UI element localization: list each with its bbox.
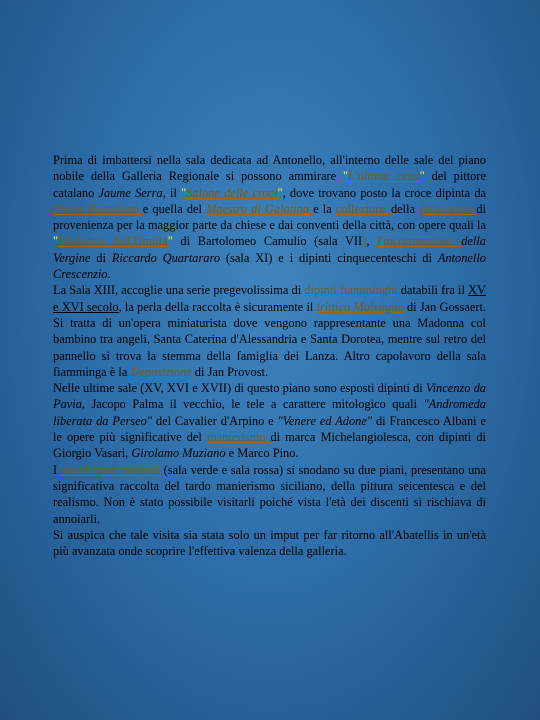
link-manierismo[interactable]: manierismo (206, 430, 271, 445)
paragraph-5: Si auspica che tale visita sia stata solo un imput per far ritorno all'Abatellis in un'età più avanzata onde scoprire l'effettiva valenza della galleria. (53, 527, 486, 559)
link-collezione[interactable]: collezione (335, 201, 391, 216)
link-salone-delle-croci[interactable]: Salone delle croci (186, 185, 278, 200)
link-pietro-ruzzolone[interactable]: Pietro Ruzzolone (53, 201, 143, 216)
link-dipinti[interactable]: dipinti (304, 283, 340, 298)
link-madonna-dell-umilta[interactable]: Madonna dell'Umiltà (58, 234, 168, 249)
link-fiamminghi[interactable]: fiamminghi (339, 283, 398, 298)
link-nuovi-spazi-museali[interactable]: nuovi spazi museali (60, 462, 164, 477)
paragraph-2: La Sala XIII, accoglie una serie pregevolissima di dipinti fiamminghi databili fra il XV e XVI secolo, la perla della raccolta è sicuramente il trittico Malvagna di Jan Gossaert. Si tratta di un'opera miniaturista dove vengono rappresentante una Madonna col bambino tra angeli, Santa Caterina d'Alessandria e Santa Dorotea, mentre sul retro del pannello si trova la stemma della famiglia dei Lanza. Altro capolavoro della sala fiamminga è la Deposizione di Jan Provost. (53, 283, 486, 379)
link-sala-vii[interactable]: ) (362, 234, 367, 249)
link-maestro-di-galatina[interactable]: Maestro di Galatina (206, 201, 314, 216)
paragraph-4: I nuovi spazi museali (sala verde e sala rossa) si snodano su due piani, presentano una significativa raccolta del tardo manierismo siciliano, della pittura seicentesca e del realismo. Non è stato possibile visitarli poiché vista l'età dei discenti si rischiava di annoiarli. (53, 462, 486, 526)
link-ultima-cena[interactable]: L'ultima cena (348, 169, 420, 184)
link-deposizione[interactable]: Deposizione (130, 364, 195, 379)
paragraph-3: Nelle ultime sale (XV, XVI e XVII) di questo piano sono esposti dipinti di Vincenzo da Pavia, Jacopo Palma il vecchio, le tele a carattere mitologico quali "Andromeda liberata da Perseo" del Cavalier d'Arpino e "Venere ed Adone" di Francesco Albani e le opere più significative del manierismo di marca Michelangiolesca, con dipinti di Giorgio Vasari, Girolamo Muziano e Marco Pino. (53, 381, 486, 461)
paragraph-1: Prima di imbattersi nella sala dedicata ad Antonello, all'interno delle sale del piano nobile della Galleria Regionale si possono ammirare "L'ultima cena" del pittore catalano Jaume Serra, il "Salone delle croci", dove trovano posto la croce dipinta da Pietro Ruzzolone e quella del Maestro di Galatina e la collezione della pinacoteca di provenienza per la maggior parte da chiese e dai conventi della città, con opere quali la "Madonna dell'Umiltà" di Bartolomeo Camulio (sala VII), l'incoronazione della Vergine di Riccardo Quartararo (sala XI) e i dipinti cinquecenteschi di Antonello Crescenzio. (53, 153, 487, 282)
link-incoronazione[interactable]: l'incoronazione (377, 234, 462, 249)
link-trittico-malvagna[interactable]: trittico Malvagna (316, 299, 404, 314)
body-text (53, 152, 486, 559)
xv-xvi-secolo[interactable]: XV e XVI secolo (53, 283, 486, 314)
link-pinacoteca[interactable]: pinacoteca (419, 201, 477, 216)
